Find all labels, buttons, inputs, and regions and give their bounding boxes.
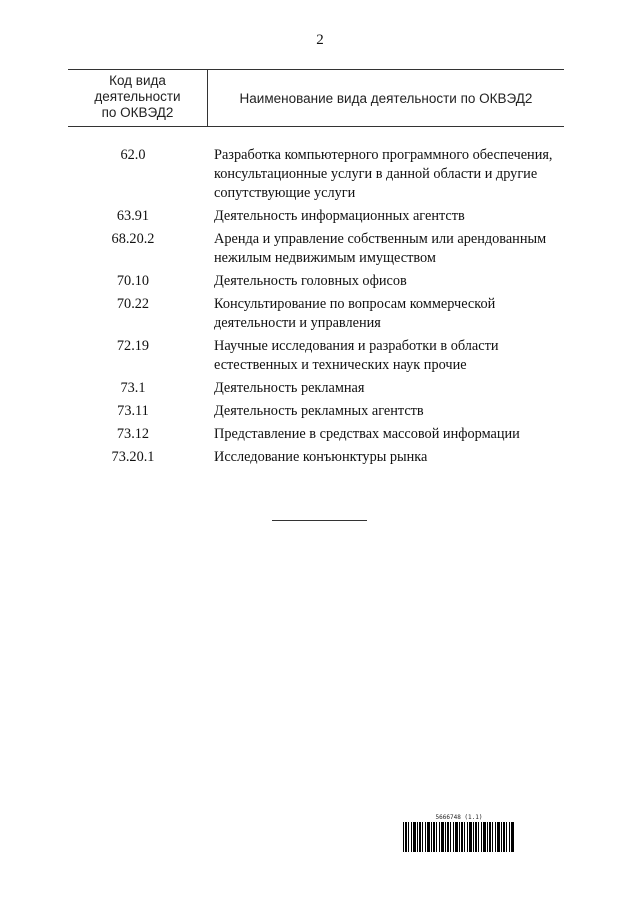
barcode-icon (403, 822, 515, 852)
table-header (68, 69, 564, 127)
activity-code: 73.1 (120, 380, 146, 396)
barcode-block (403, 814, 515, 852)
activity-name: Аренда и управление собственным или арендованным нежилым недвижимым имуществом (214, 231, 547, 266)
activity-name: Научные исследования и разработки в области естественных и технических наук прочие (214, 338, 499, 373)
activity-code: 73.11 (117, 403, 149, 419)
activity-code: 73.20.1 (111, 449, 155, 465)
barcode-number: 5666748 (1.1) (435, 814, 483, 821)
activity-name: Деятельность рекламных агентств (214, 403, 424, 419)
activity-code: 73.12 (116, 426, 150, 442)
end-divider (272, 520, 367, 521)
table-body (68, 146, 564, 467)
activity-name: Разработка компьютерного программного обеспечения, консультационные услуги в данной области и другие сопутствующие услуги (214, 147, 553, 201)
name-column-header: Наименование вида деятельности по ОКВЭД2 (239, 90, 533, 106)
table-row (68, 337, 564, 375)
activity-code: 63.91 (116, 208, 150, 224)
activity-code: 70.22 (116, 296, 150, 312)
code-header-line-1: Код вида (109, 73, 166, 88)
table-row (68, 425, 564, 444)
activity-name: Деятельность информационных агентств (214, 208, 465, 224)
page-number: 2 (316, 32, 324, 48)
activity-codes-table (68, 69, 564, 471)
table-row (68, 230, 564, 268)
table-row (68, 207, 564, 226)
table-row (68, 146, 564, 203)
activity-name: Консультирование по вопросам коммерческой деятельности и управления (214, 296, 496, 331)
activity-code: 68.20.2 (111, 231, 155, 247)
activity-code: 62.0 (120, 147, 146, 163)
code-header-line-2: деятельности (94, 89, 181, 104)
activity-name: Деятельность рекламная (214, 380, 365, 396)
activity-name: Представление в средствах массовой информации (214, 426, 520, 442)
table-row (68, 272, 564, 291)
activity-name: Исследование конъюнктуры рынка (214, 449, 428, 465)
table-row (68, 379, 564, 398)
table-row (68, 402, 564, 421)
code-header-line-3: по ОКВЭД2 (101, 105, 174, 120)
activity-code: 72.19 (116, 338, 150, 354)
table-row (68, 448, 564, 467)
table-row (68, 295, 564, 333)
activity-name: Деятельность головных офисов (214, 273, 407, 289)
code-column-header (68, 70, 208, 126)
activity-code: 70.10 (116, 273, 150, 289)
